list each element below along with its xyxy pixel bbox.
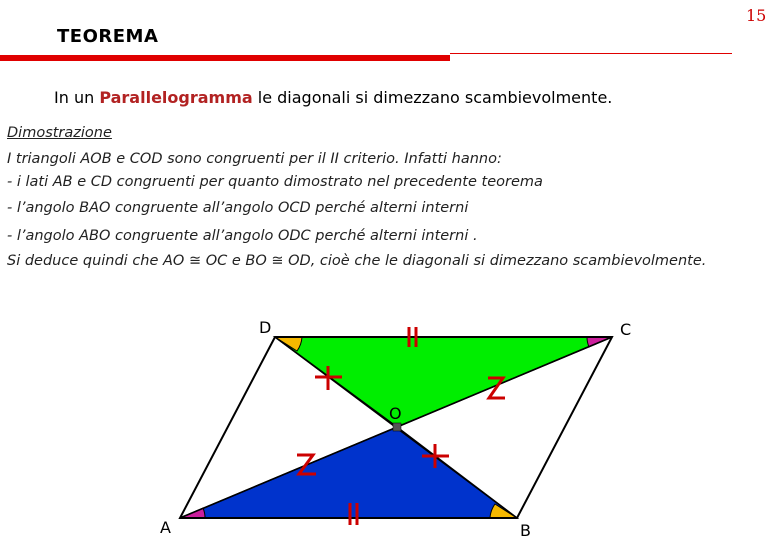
statement-prefix: In un: [54, 88, 100, 107]
proof-line-2: - i lati AB e CD congruenti per quanto dimostrato nel precedente teorema: [7, 174, 543, 190]
vertex-label-d: D: [259, 318, 272, 337]
statement-highlight: Parallelogramma: [99, 88, 253, 107]
triangle-cod: [275, 337, 612, 427]
title-rule-thick: [0, 55, 450, 61]
vertex-label-c: C: [620, 320, 632, 339]
proof-line-4: - l’angolo ABO congruente all’angolo ODC perché alterni interni .: [7, 228, 478, 244]
center-point-o: [393, 423, 401, 431]
page-number: 15: [746, 6, 767, 25]
statement-suffix: le diagonali si dimezzano scambievolmente.: [252, 88, 613, 107]
title-rule-thin: [450, 53, 732, 54]
page-title: TEOREMA: [57, 26, 159, 47]
proof-line-1: I triangoli AOB e COD sono congruenti per il II criterio. Infatti hanno:: [7, 151, 502, 167]
vertex-label-a: A: [160, 518, 171, 537]
parallelogram-figure: [0, 290, 780, 540]
proof-heading: Dimostrazione: [7, 125, 112, 141]
vertex-label-b: B: [520, 521, 531, 540]
vertex-label-o: O: [389, 404, 402, 423]
proof-line-5: Si deduce quindi che AO ≅ OC e BO ≅ OD, cioè che le diagonali si dimezzano scambievolmente.: [7, 253, 707, 269]
proof-line-3: - l’angolo BAO congruente all’angolo OCD perché alterni interni: [7, 200, 469, 216]
theorem-statement: [54, 88, 612, 107]
